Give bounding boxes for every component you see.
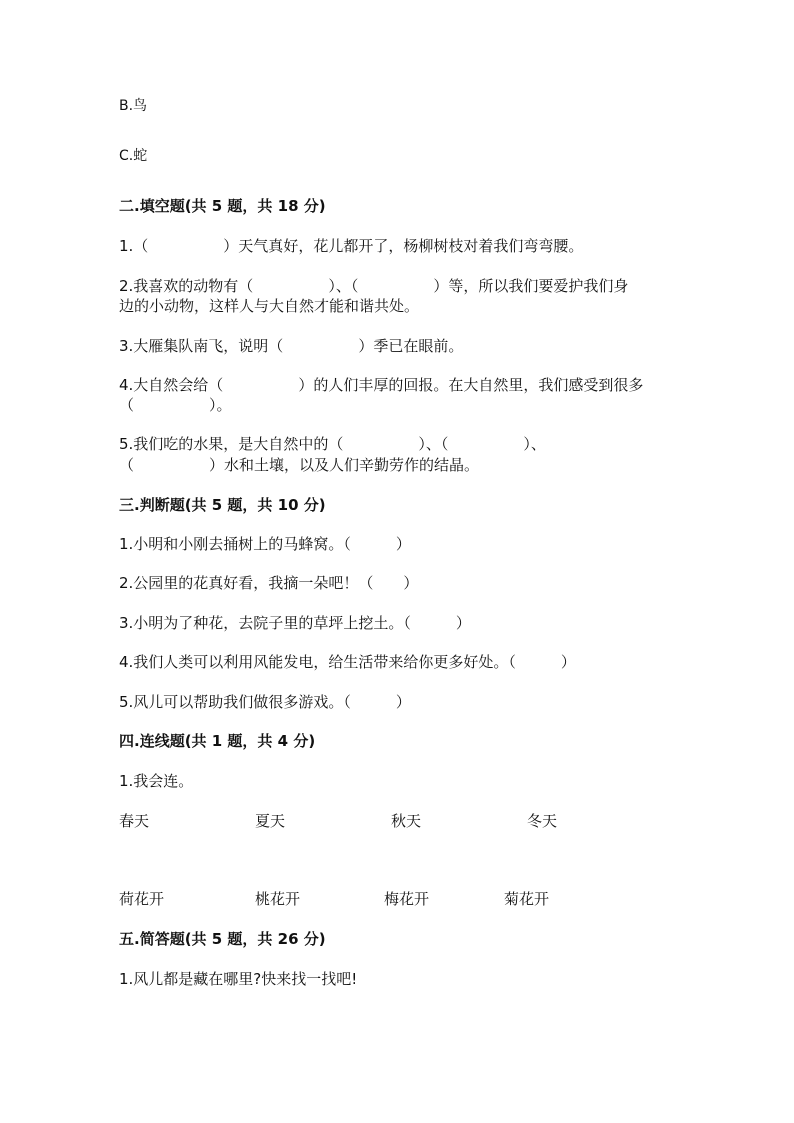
true-false-q5: 5.风儿可以帮助我们做很多游戏。（ ） <box>119 693 411 711</box>
fill-blank-q1: 1.（ ）天气真好，花儿都开了，杨柳树枝对着我们弯弯腰。 <box>119 237 584 255</box>
matching-q1: 1.我会连。 <box>119 772 194 790</box>
flower-peach: 桃花开 <box>255 890 301 908</box>
fill-blank-q4-line1: 4.大自然会给（ ）的人们丰厚的回报。在大自然里，我们感受到很多 <box>119 376 644 394</box>
season-winter: 冬天 <box>527 812 558 830</box>
option-b: B.鸟 <box>119 98 148 114</box>
short-answer-heading: 五.简答题(共 5 题，共 26 分) <box>119 930 326 948</box>
flower-lotus: 荷花开 <box>119 890 165 908</box>
true-false-q2: 2.公园里的花真好看，我摘一朵吧！（ ） <box>119 574 419 592</box>
option-c: C.蛇 <box>119 148 148 164</box>
flower-chrysanthemum: 菊花开 <box>504 890 550 908</box>
fill-blank-q4-line2: （ ）。 <box>119 396 232 414</box>
fill-blank-q5-line1: 5.我们吃的水果，是大自然中的（ ）、（ ）、 <box>119 435 546 453</box>
matching-heading: 四.连线题(共 1 题，共 4 分) <box>119 732 316 750</box>
fill-blank-q2-line2: 边的小动物，这样人与大自然才能和谐共处。 <box>119 297 420 315</box>
fill-blank-heading: 二.填空题(共 5 题，共 18 分) <box>119 197 326 215</box>
fill-blank-q3: 3.大雁集队南飞，说明（ ）季已在眼前。 <box>119 337 464 355</box>
fill-blank-q5-line2: （ ）水和土壤，以及人们辛勤劳作的结晶。 <box>119 456 480 474</box>
short-answer-q1: 1.风儿都是藏在哪里?快来找一找吧! <box>119 970 358 988</box>
true-false-q4: 4.我们人类可以利用风能发电，给生活带来给你更多好处。（ ） <box>119 653 576 671</box>
true-false-q1: 1.小明和小刚去捅树上的马蜂窝。（ ） <box>119 535 411 553</box>
flower-plum: 梅花开 <box>384 890 430 908</box>
season-summer: 夏天 <box>255 812 286 830</box>
season-autumn: 秋天 <box>391 812 422 830</box>
true-false-heading: 三.判断题(共 5 题，共 10 分) <box>119 496 326 514</box>
season-spring: 春天 <box>119 812 150 830</box>
true-false-q3: 3.小明为了种花，去院子里的草坪上挖土。（ ） <box>119 614 471 632</box>
fill-blank-q2-line1: 2.我喜欢的动物有（ ）、（ ）等，所以我们要爱护我们身 <box>119 277 629 295</box>
